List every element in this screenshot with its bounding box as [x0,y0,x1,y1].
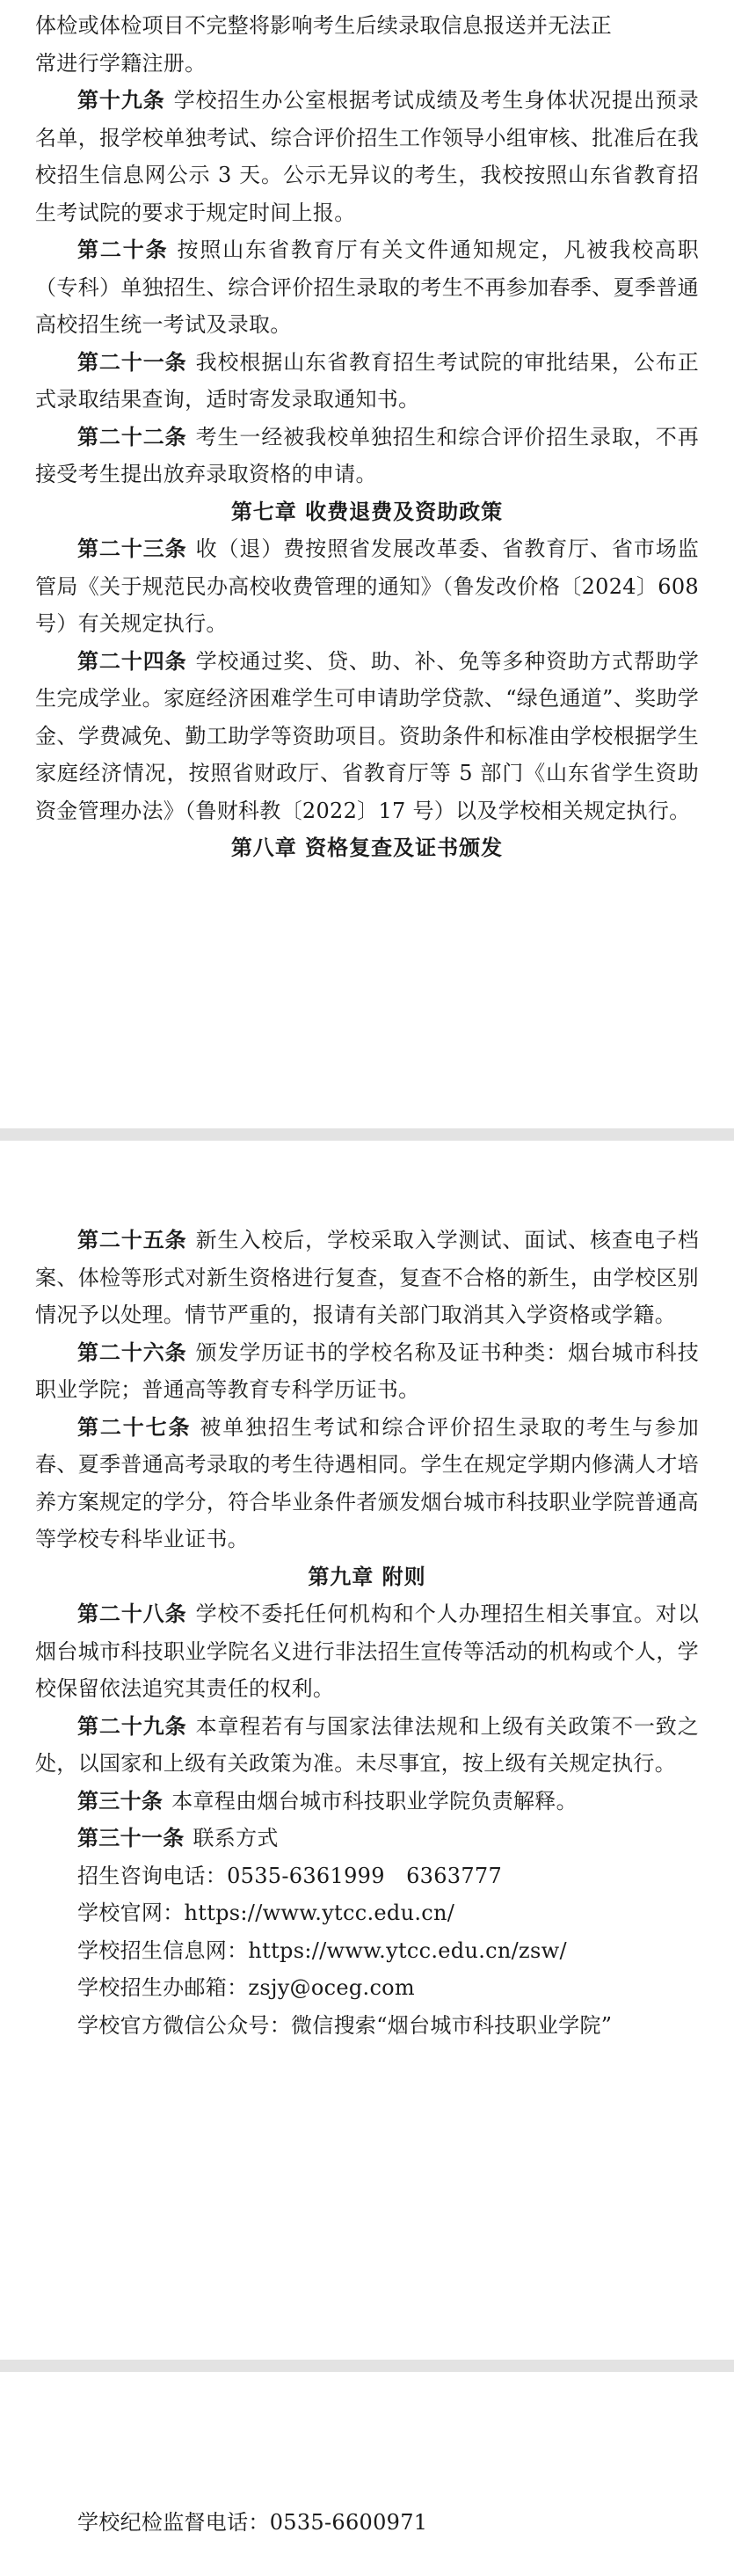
article-26-label: 第二十六条 [77,1339,187,1365]
page-separator [0,2360,734,2372]
contact-admissions-site: 学校招生信息网：https://www.ytcc.edu.cn/zsw/ [77,1937,567,1963]
article-31 [35,1820,699,1857]
contact-discipline-phone: 学校纪检监督电话：0535-6600971 [77,2510,428,2535]
article-27-text: 被单独招生考试和综合评价招生录取的考生与参加春、夏季普通高考录取的考生待遇相同。学生在规定学期内修满人才培养方案规定的学分，符合毕业条件者颁发烟台城市科技职业学院普通高等学校专科毕业证书。 [35,1414,700,1551]
article-23 [35,530,699,643]
article-25-label: 第二十五条 [77,1227,187,1252]
article-23-text: 收（退）费按照省发展改革委、省教育厅、省市场监管局《关于规范民办高校收费管理的通知》（鲁发改价格〔2024〕608 号）有关规定执行。 [35,536,699,636]
article-28-label: 第二十八条 [77,1601,187,1626]
page-separator [0,1128,734,1141]
article-27 [35,1409,699,1558]
article-31-text: 联系方式 [193,1826,279,1850]
article-21-label: 第二十一条 [77,348,187,375]
article-25 [35,1222,699,1334]
document-page-1 [0,0,734,1128]
article-21-text: 我校根据山东省教育招生考试院的审批结果，公布正式录取结果查询，适时寄发录取通知书。 [35,349,699,412]
article-24-text: 学校通过奖、贷、助、补、免等多种资助方式帮助学生完成学业。家庭经济困难学生可申请助学贷款、“绿色通道”、奖助学金、学费减免、勤工助学等资助项目。资助条件和标准由学校根据学生家庭经济情况，按照省财政厅、省教育厅等 5 部门《山东省学生资助资金管理办法》（鲁财科教〔2022〕17 号）以及学校相关规定执行。 [35,648,699,823]
article-30-label: 第三十条 [77,1787,164,1813]
article-22 [35,419,699,493]
page-1-content [35,0,699,867]
article-20-label: 第二十条 [77,237,169,262]
contact-admissions-phone: 招生咨询电话：0535-6361999 6363777 [77,1863,503,1888]
article-30 [35,1783,699,1821]
article-19-text: 学校招生办公室根据考试成绩及考生身体状况提出预录名单，报学校单独考试、综合评价招生工作领导小组审核、批准后在我校招生信息网公示 3 天。公示无异议的考生，我校按照山东省教育招生考试院的要求于规定时间上报。 [35,88,700,225]
article-26-text: 颁发学历证书的学校名称及证书种类：烟台城市科技职业学院；普通高等教育专科学历证书。 [35,1339,699,1402]
chapter-9-heading: 第九章 附则 [308,1563,426,1589]
article-30-text: 本章程由烟台城市科技职业学院负责解释。 [171,1788,578,1813]
document-page-3 [0,2372,734,2576]
intro-line-1: 体检或体检项目不完整将影响考生后续录取信息报送并无法正 [35,13,613,38]
article-22-label: 第二十二条 [77,423,187,449]
article-27-label: 第二十七条 [77,1413,192,1440]
article-19-label: 第十九条 [77,87,165,113]
article-31-label: 第三十一条 [77,1825,185,1850]
article-19 [35,82,699,231]
article-24 [35,643,699,830]
page-2-content [35,1141,699,2044]
article-23-label: 第二十三条 [77,536,187,561]
document-page-2 [0,1141,734,2360]
intro-line-2: 常进行学籍注册。 [35,50,207,76]
page-3-content [35,2372,699,2542]
article-20-text: 按照山东省教育厅有关文件通知规定，凡被我校高职（专科）单独招生、综合评价招生录取的考生不再参加春季、夏季普通高校招生统一考试及录取。 [35,237,699,337]
article-25-text: 新生入校后，学校采取入学测试、面试、核查电子档案、体检等形式对新生资格进行复查，复查不合格的新生，由学校区别情况予以处理。情节严重的，报请有关部门取消其入学资格或学籍。 [35,1228,699,1327]
article-20 [35,231,699,344]
article-24-label: 第二十四条 [77,647,187,674]
contact-admissions-email: 学校招生办邮箱：zsjy@oceg.com [77,1975,415,2000]
article-26 [35,1334,699,1409]
article-29-text: 本章程若有与国家法律法规和上级有关政策不一致之处，以国家和上级有关政策为准。未尽事宜，按上级有关规定执行。 [35,1713,699,1776]
chapter-7-heading: 第七章 收费退费及资助政策 [230,498,504,524]
chapter-8-heading: 第八章 资格复查及证书颁发 [230,835,504,860]
article-29 [35,1708,699,1783]
article-28 [35,1595,699,1708]
contact-school-website: 学校官网：https://www.ytcc.edu.cn/ [77,1901,455,1925]
article-28-text: 学校不委托任何机构和个人办理招生相关事宜。对以烟台城市科技职业学院名义进行非法招生宣传等活动的机构或个人，学校保留依法追究其责任的权利。 [35,1602,699,1701]
article-29-label: 第二十九条 [77,1712,187,1739]
article-21 [35,344,699,419]
contact-wechat-account: 学校官方微信公众号：微信搜索“烟台城市科技职业学院” [77,2012,613,2038]
article-22-text: 考生一经被我校单独招生和综合评价招生录取，不再接受考生提出放弃录取资格的申请。 [35,424,699,486]
